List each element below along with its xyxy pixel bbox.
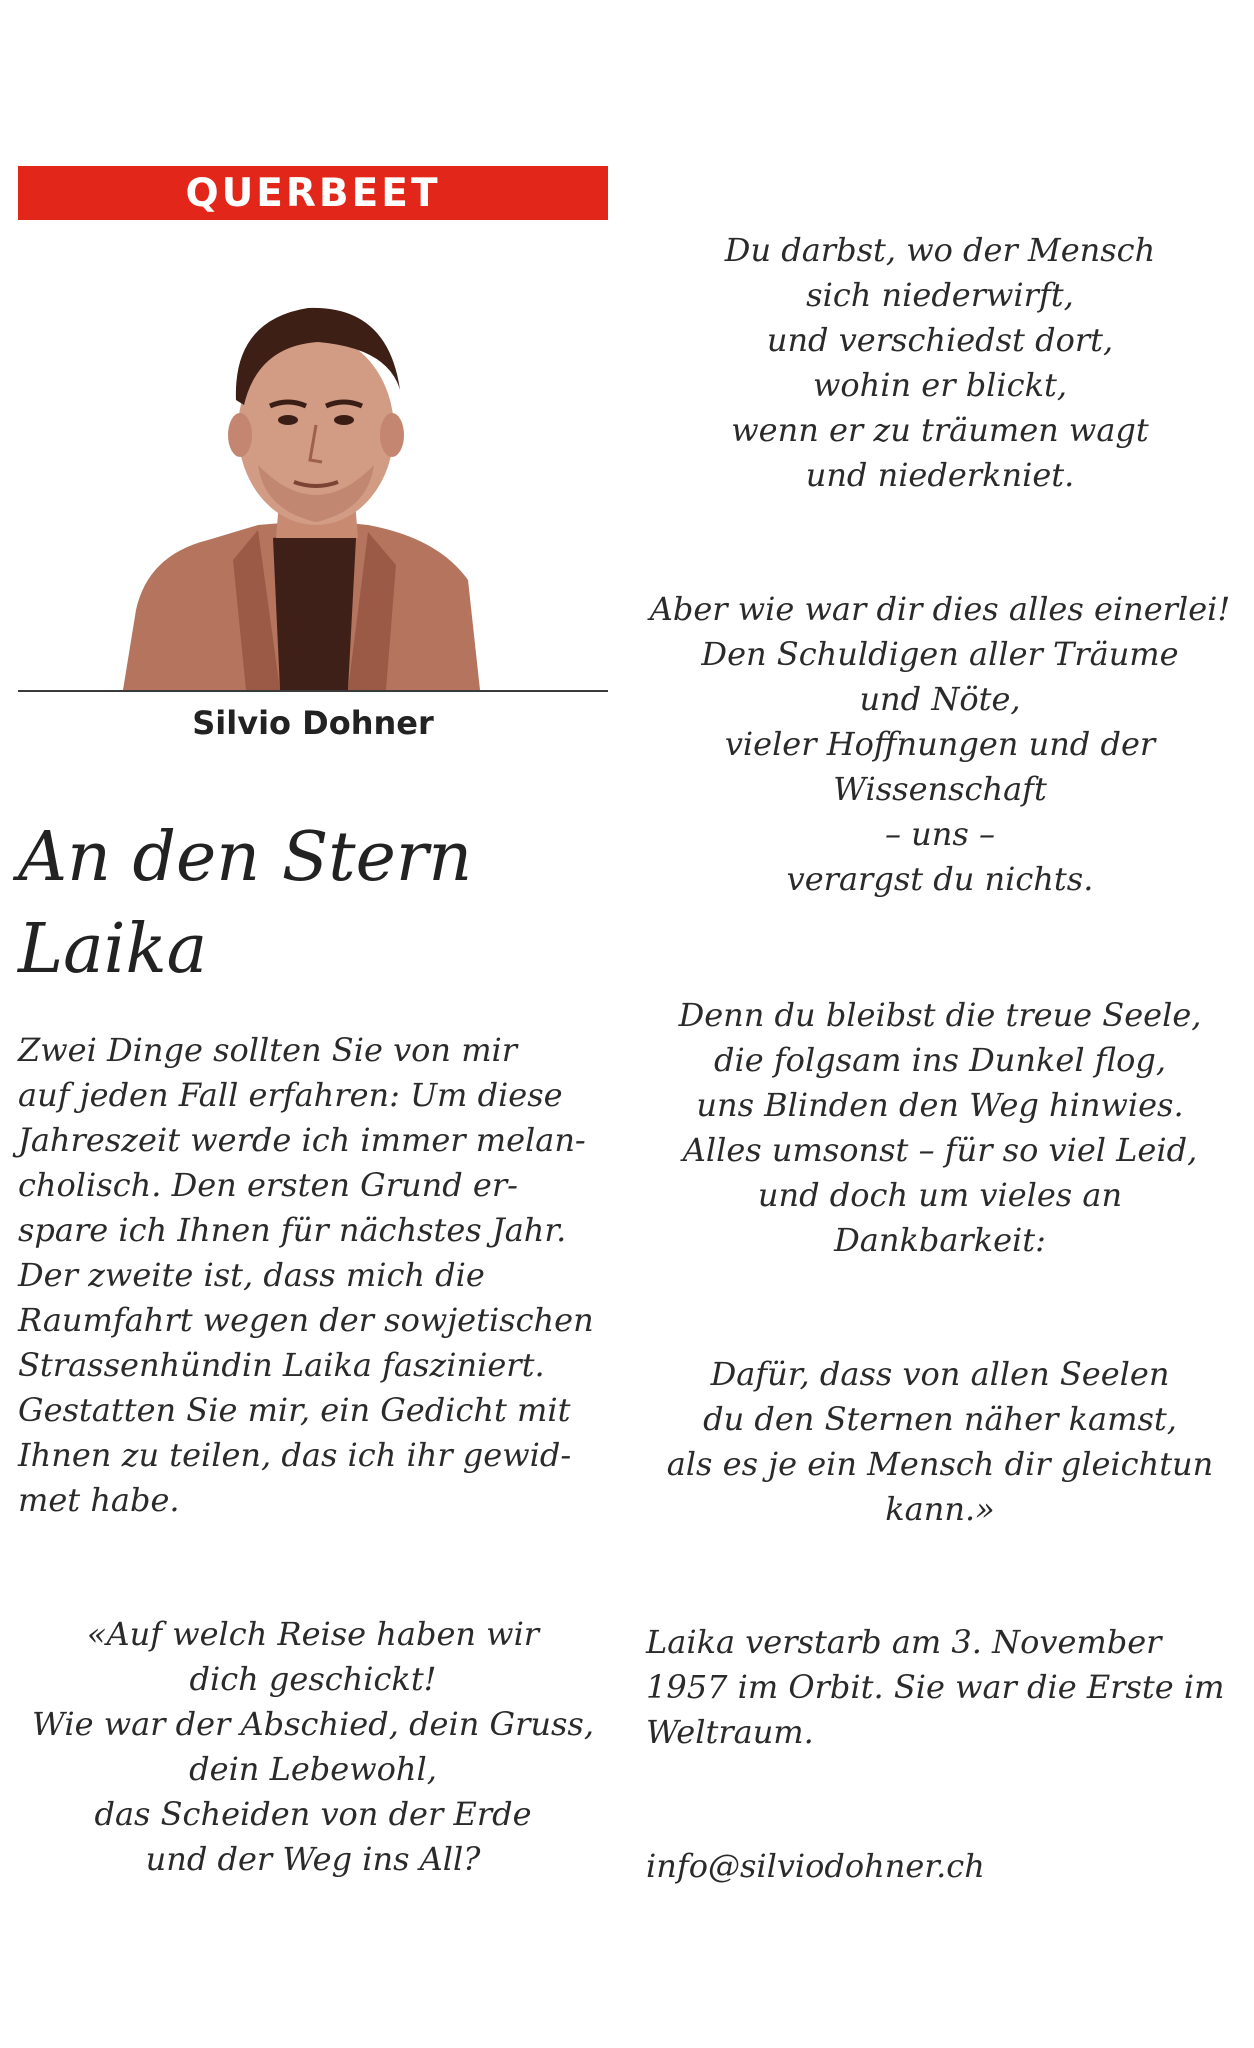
poem-line: die folgsam ins Dunkel flog,	[714, 1041, 1166, 1079]
poem-line: und niederkniet.	[805, 456, 1075, 494]
poem-line: und verschiedst dort,	[766, 321, 1114, 359]
author-photo	[18, 220, 608, 690]
poem-line: Dankbarkeit:	[834, 1221, 1046, 1259]
intro-paragraph	[18, 1028, 608, 1523]
title-line-2: Laika	[18, 910, 208, 989]
poem-line: und der Weg ins All?	[145, 1840, 481, 1878]
intro-line: Ihnen zu teilen, das ich ihr gewid-	[18, 1436, 572, 1474]
intro-line: spare ich Ihnen für nächstes Jahr.	[18, 1211, 567, 1249]
poem-line: Dafür, dass von allen Seelen	[710, 1355, 1170, 1393]
poem-line: Wissenschaft	[833, 770, 1047, 808]
intro-line: Raumfahrt wegen der sowjetischen	[18, 1301, 594, 1339]
poem-line: und doch um vieles an	[757, 1176, 1123, 1214]
poem-line: Den Schuldigen aller Träume	[701, 635, 1179, 673]
poem-line: Alles umsonst – für so viel Leid,	[682, 1131, 1198, 1169]
section-label: QUERBEET	[185, 171, 441, 216]
intro-line: met habe.	[18, 1481, 180, 1519]
poem-line: Aber wie war dir dies alles einerlei!	[649, 590, 1231, 628]
poem-line: du den Sternen näher kamst,	[703, 1400, 1177, 1438]
title-line-1: An den Stern	[18, 818, 473, 897]
intro-line: auf jeden Fall erfahren: Um diese	[18, 1076, 563, 1114]
footnote-line: 1957 im Orbit. Sie war die Erste im	[646, 1668, 1225, 1706]
intro-line: cholisch. Den ersten Grund er-	[18, 1166, 518, 1204]
intro-line: Gestatten Sie mir, ein Gedicht mit	[18, 1391, 571, 1429]
intro-line: Der zweite ist, dass mich die	[18, 1256, 485, 1294]
poem-stanza-1	[18, 1612, 608, 1882]
poem-line: wenn er zu träumen wagt	[731, 411, 1149, 449]
footnote	[646, 1620, 1246, 1755]
intro-line: Jahreszeit werde ich immer melan-	[18, 1121, 586, 1159]
poem-line: und Nöte,	[859, 680, 1021, 718]
poem-line: verargst du nichts.	[786, 860, 1094, 898]
poem-line: wohin er blickt,	[813, 366, 1067, 404]
author-portrait-icon	[18, 220, 608, 690]
poem-stanza-2	[640, 228, 1240, 498]
poem-line: – uns –	[885, 815, 995, 853]
footnote-line: Laika verstarb am 3. November	[646, 1623, 1162, 1661]
poem-stanza-3	[640, 587, 1240, 902]
poem-line: vieler Hoffnungen und der	[724, 725, 1156, 763]
poem-stanza-5	[640, 1352, 1240, 1532]
contact-email-link[interactable]: info@silviodohner.ch	[646, 1847, 985, 1885]
photo-divider	[18, 690, 608, 692]
poem-line: als es je ein Mensch dir gleichtun	[666, 1445, 1214, 1483]
author-name: Silvio Dohner	[192, 704, 434, 742]
section-banner	[18, 166, 608, 220]
poem-line: uns Blinden den Weg hinwies.	[696, 1086, 1184, 1124]
poem-line: das Scheiden von der Erde	[94, 1795, 532, 1833]
poem-line: dein Lebewohl,	[189, 1750, 437, 1788]
intro-line: Zwei Dinge sollten Sie von mir	[18, 1031, 518, 1069]
intro-line: Strassenhündin Laika fasziniert.	[18, 1346, 545, 1384]
poem-line: Denn du bleibst die treue Seele,	[678, 996, 1202, 1034]
poem-line: dich geschickt!	[189, 1660, 437, 1698]
poem-line: Wie war der Abschied, dein Gruss,	[32, 1705, 594, 1743]
footnote-line: Weltraum.	[646, 1713, 814, 1751]
poem-stanza-4	[640, 993, 1240, 1263]
left-column	[18, 166, 608, 742]
poem-line: Du darbst, wo der Mensch	[724, 231, 1156, 269]
article-title	[18, 812, 578, 996]
poem-line: «Auf welch Reise haben wir	[86, 1615, 540, 1653]
poem-line: kann.»	[885, 1490, 995, 1528]
poem-line: sich niederwirft,	[806, 276, 1074, 314]
